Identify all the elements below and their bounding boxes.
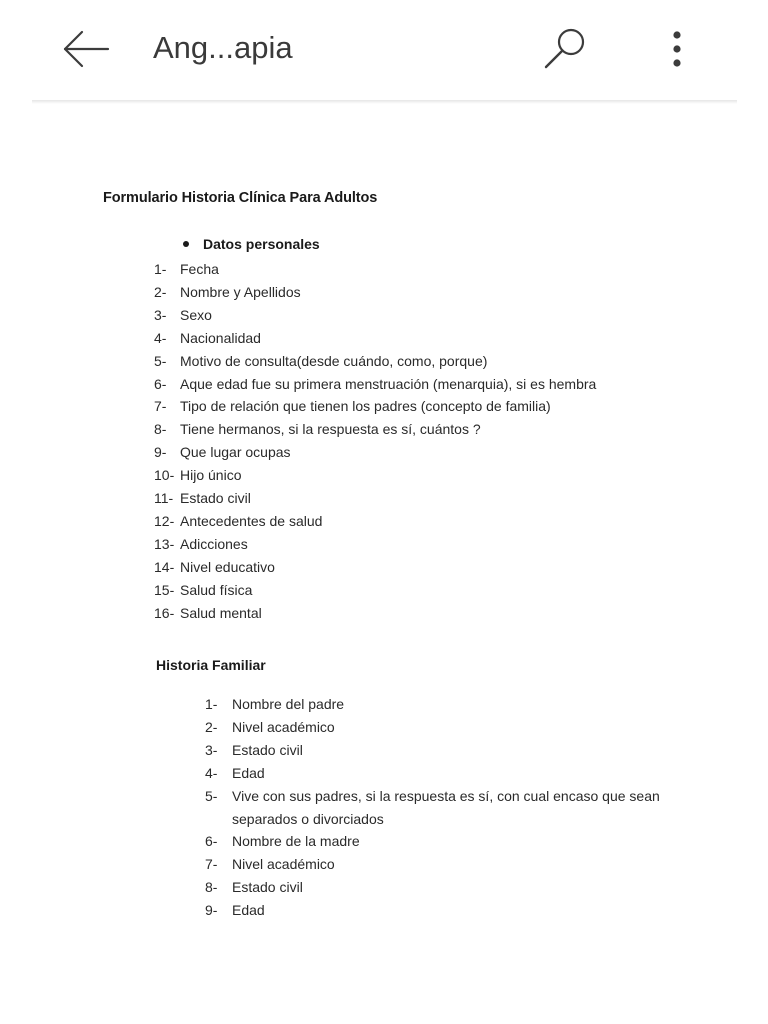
list-item: 1- Fecha xyxy=(154,261,219,277)
family-history-list xyxy=(205,693,685,922)
list-item: 2- Nombre y Apellidos xyxy=(154,283,301,300)
list-item: 5- Motivo de consulta(desde cuándo, como, porque) xyxy=(154,352,488,369)
list-item: 4- Edad xyxy=(205,764,265,781)
more-vertical-icon xyxy=(660,28,694,72)
document-title: Ang...apia xyxy=(153,30,293,65)
list-item: 6- Aque edad fue su primera menstruación (menarquia), si es hembra xyxy=(154,375,597,392)
section-heading-label: Datos personales xyxy=(203,236,320,252)
list-item: 14- Nivel educativo xyxy=(154,558,275,575)
list-item: 15- Salud física xyxy=(154,581,253,598)
search-icon xyxy=(538,24,594,74)
list-item: 7- Nivel académico xyxy=(205,856,335,873)
app-bar xyxy=(0,0,768,100)
list-item: 9- Edad xyxy=(205,902,265,919)
list-item: 5- Vive con sus padres, si la respuesta es sí, con cual encaso que sean separados o divorciados xyxy=(205,787,660,827)
list-item: 3- Estado civil xyxy=(205,741,303,758)
search-button[interactable] xyxy=(538,24,594,74)
list-item: 8- Estado civil xyxy=(205,879,303,896)
list-item: 9- Que lugar ocupas xyxy=(154,444,291,461)
list-item: 4- Nacionalidad xyxy=(154,329,261,346)
list-item: 8- Tiene hermanos, si la respuesta es sí, cuántos ? xyxy=(154,421,481,438)
list-item: 3- Sexo xyxy=(154,306,212,323)
list-item: 16- Salud mental xyxy=(154,604,262,621)
arrow-left-icon xyxy=(58,24,114,74)
bullet-icon xyxy=(183,241,189,247)
list-item: 7- Tipo de relación que tienen los padres (concepto de familia) xyxy=(154,398,551,415)
personal-data-list xyxy=(154,258,654,625)
list-item: 11- Estado civil xyxy=(154,490,251,507)
list-item: 6- Nombre de la madre xyxy=(205,833,360,850)
list-item: 10- Hijo único xyxy=(154,467,242,484)
section-heading-family-history: Historia Familiar xyxy=(156,657,266,673)
list-item: 2- Nivel académico xyxy=(205,718,335,735)
form-title: Formulario Historia Clínica Para Adultos xyxy=(103,190,378,206)
list-item: 12- Antecedentes de salud xyxy=(154,512,323,529)
more-options-button[interactable] xyxy=(660,28,694,72)
list-item: 13- Adicciones xyxy=(154,535,248,552)
section-heading-personal-data xyxy=(183,236,320,252)
document-page xyxy=(0,104,768,1024)
back-button[interactable] xyxy=(58,24,114,74)
list-item: 1- Nombre del padre xyxy=(205,696,345,712)
